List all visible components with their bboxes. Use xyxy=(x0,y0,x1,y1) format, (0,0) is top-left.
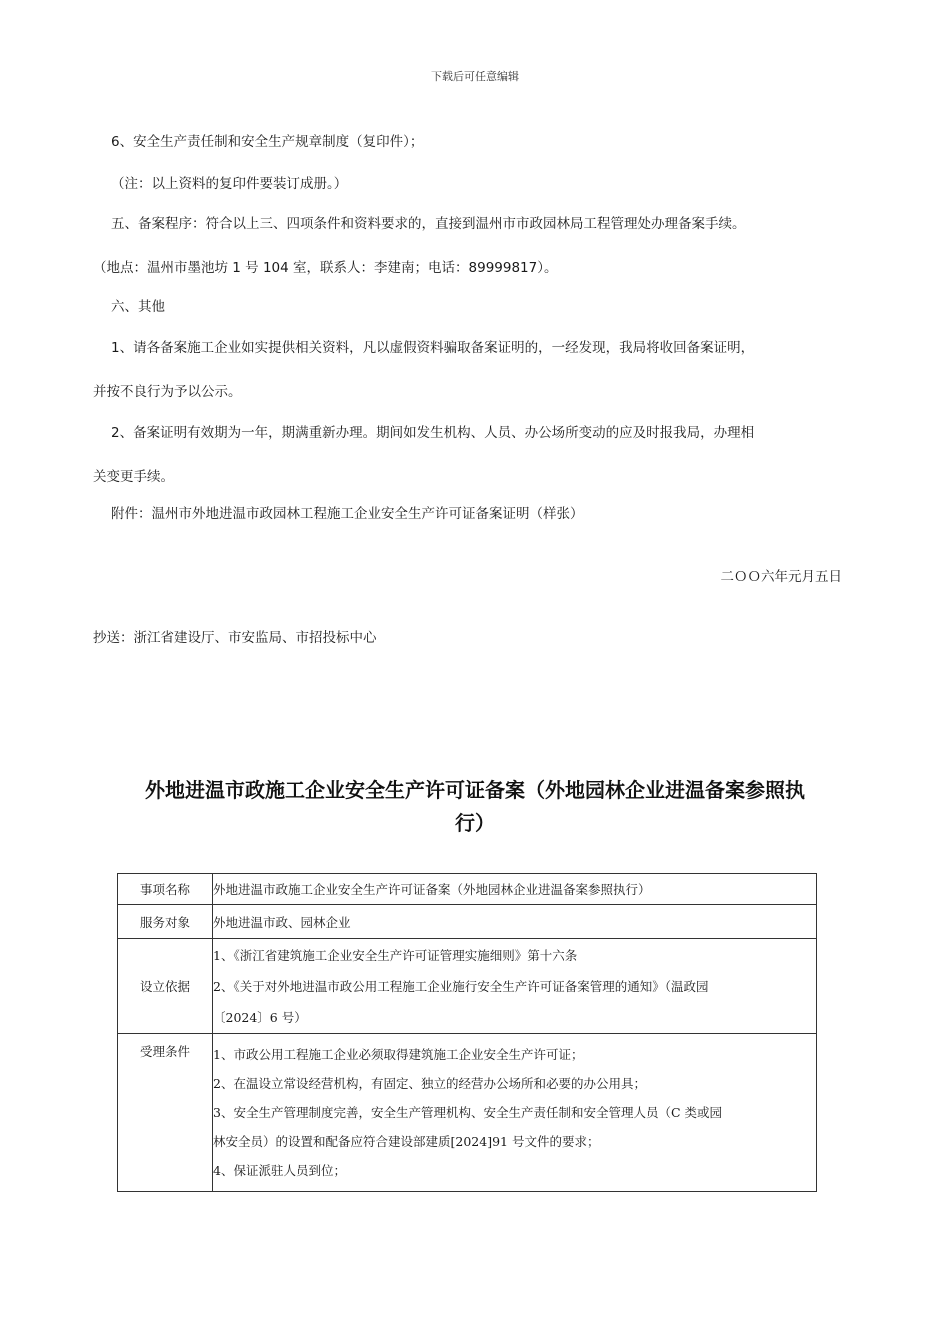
section-title-line-1: 外地进温市政施工企业安全生产许可证备案（外地园林企业进温备案参照执 xyxy=(145,778,805,802)
list-item: 1、市政公用工程施工企业必须取得建筑施工企业安全生产许可证； xyxy=(213,1047,584,1062)
table-value-legal-basis xyxy=(213,939,817,1034)
paragraph-other-2-cont: 关变更手续。 xyxy=(93,469,174,485)
table-label-acceptance-conditions: 受理条件 xyxy=(118,1034,213,1192)
paragraph-item-6: 6、安全生产责任制和安全生产规章制度（复印件）； xyxy=(111,134,424,150)
list-item: 2、在温设立常设经营机构，有固定、独立的经营办公场所和必要的办公用具； xyxy=(213,1076,646,1091)
table-row xyxy=(118,874,817,905)
paragraph-note: （注：以上资料的复印件要装订成册。） xyxy=(111,176,348,192)
paragraph-section-five: 五、备案程序：符合以上三、四项条件和资料要求的，直接到温州市市政园林局工程管理处办理备案手续。 xyxy=(111,216,746,232)
table-label-service-target: 服务对象 xyxy=(118,905,213,939)
table-row xyxy=(118,1034,817,1192)
list-item: 林安全员）的设置和配备应符合建设部建质[2024]91 号文件的要求； xyxy=(213,1134,600,1149)
section-title-line-2: 行） xyxy=(455,811,495,835)
list-item: 1、《浙江省建筑施工企业安全生产许可证管理实施细则》第十六条 xyxy=(213,947,578,963)
list-item: 4、保证派驻人员到位； xyxy=(213,1163,346,1178)
paragraph-attachment: 附件：温州市外地进温市政园林工程施工企业安全生产许可证备案证明（样张） xyxy=(111,506,584,522)
page-header: 下载后可任意编辑 xyxy=(431,70,519,83)
info-table xyxy=(117,873,817,1192)
paragraph-other-1-cont: 并按不良行为予以公示。 xyxy=(93,384,242,400)
table-value-acceptance-conditions xyxy=(213,1034,817,1192)
table-label-legal-basis: 设立依据 xyxy=(118,939,213,1034)
paragraph-address: （地点：温州市墨池坊 1 号 104 室，联系人：李建南；电话：89999817）。 xyxy=(93,260,558,276)
table-row xyxy=(118,939,817,1034)
document-date: 二ＯＯ六年元月五日 xyxy=(720,569,842,585)
cc-list: 抄送：浙江省建设厅、市安监局、市招投标中心 xyxy=(93,630,377,646)
table-row xyxy=(118,905,817,939)
list-item: 3、安全生产管理制度完善，安全生产管理机构、安全生产责任制和安全管理人员（C 类或园 xyxy=(213,1105,722,1120)
section-title xyxy=(100,774,850,840)
paragraph-other-2: 2、备案证明有效期为一年，期满重新办理。期间如发生机构、人员、办公场所变动的应及时报我局，办理相 xyxy=(111,425,755,441)
table-value-service-target: 外地进温市政、园林企业 xyxy=(213,905,817,939)
table-value-item-name: 外地进温市政施工企业安全生产许可证备案（外地园林企业进温备案参照执行） xyxy=(213,874,817,905)
paragraph-section-six: 六、其他 xyxy=(111,299,165,315)
list-item: 〔2024〕6 号） xyxy=(213,1009,307,1025)
paragraph-other-1: 1、请各备案施工企业如实提供相关资料，凡以虚假资料骗取备案证明的，一经发现，我局将收回备案证明， xyxy=(111,340,755,356)
list-item: 2、《关于对外地进温市政公用工程施工企业施行安全生产许可证备案管理的通知》（温政园 xyxy=(213,978,709,994)
table-label-item-name: 事项名称 xyxy=(118,874,213,905)
